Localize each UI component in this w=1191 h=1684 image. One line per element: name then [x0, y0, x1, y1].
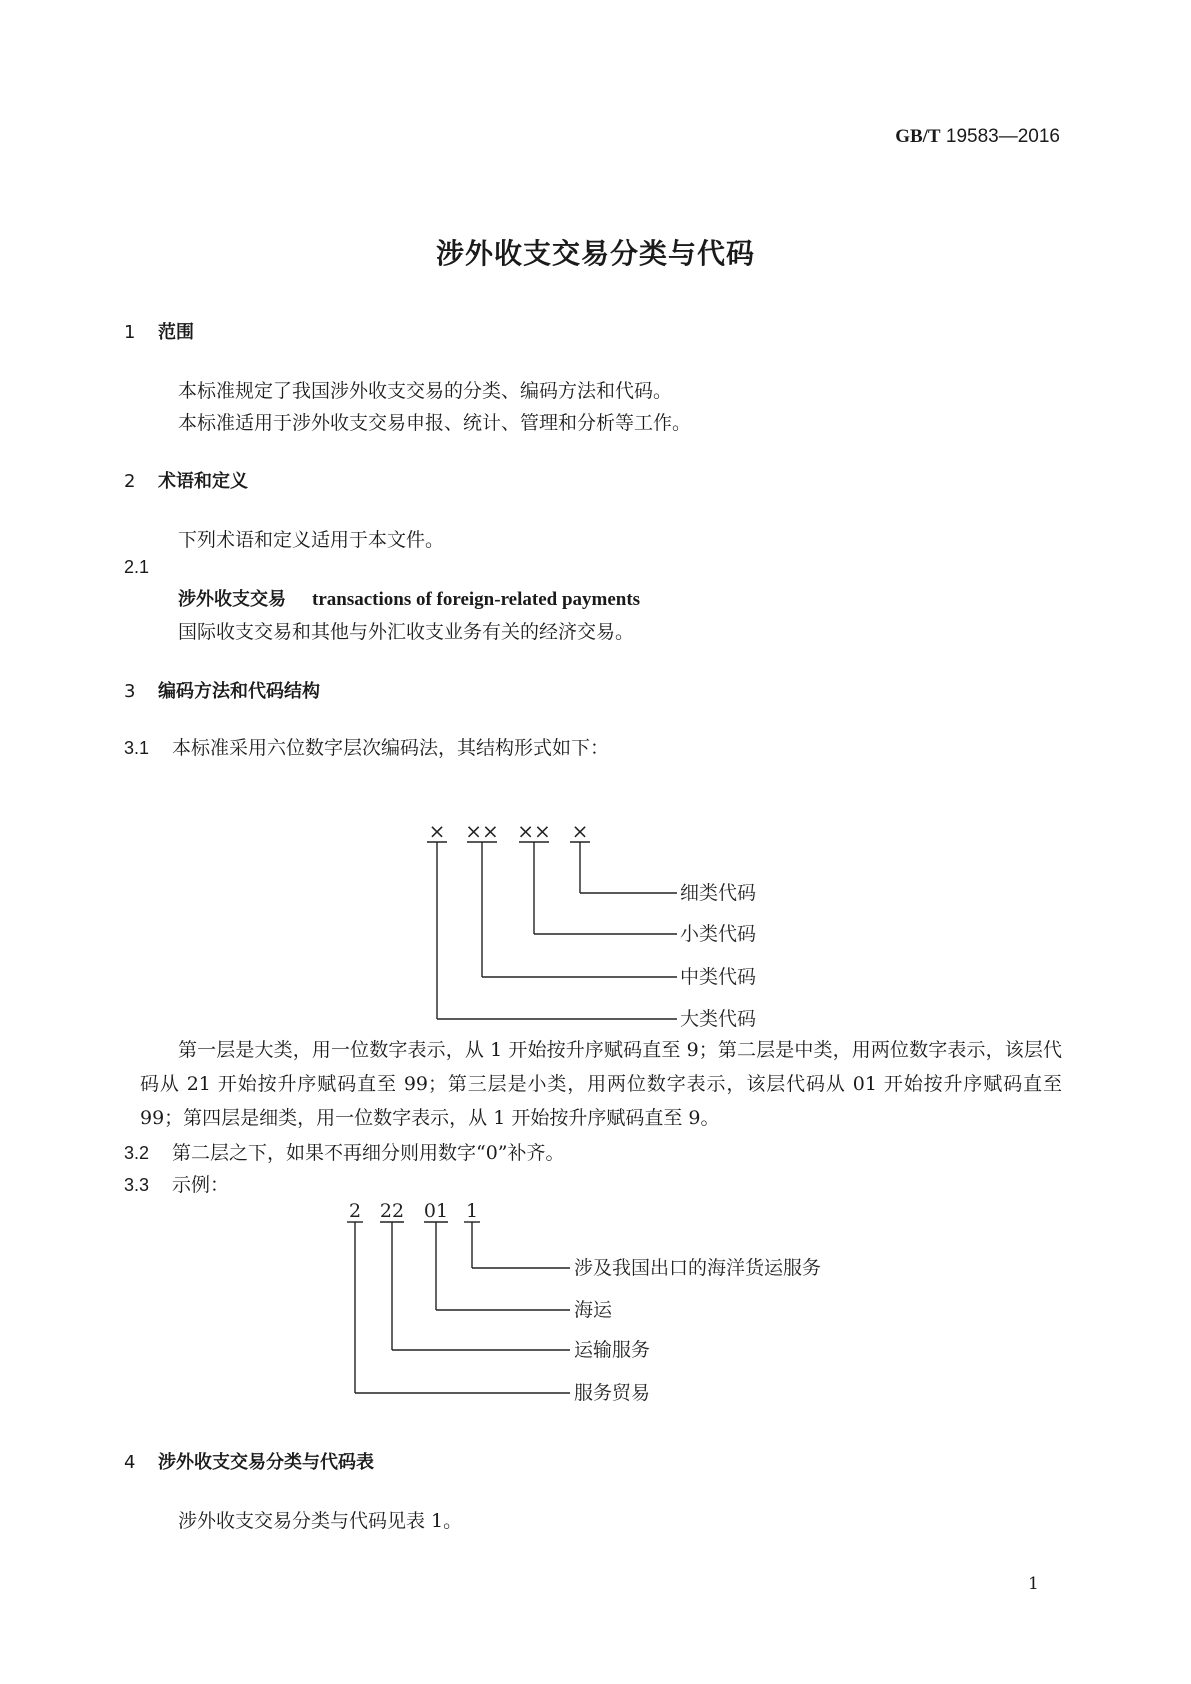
section-3-2-number: 3.2	[124, 1143, 150, 1163]
structure-label-middle: 中类代码	[680, 966, 757, 988]
section-3-1-text: 本标准采用六位数字层次编码法，其结构形式如下：	[172, 737, 610, 759]
section-3-3-text: 示例：	[172, 1174, 230, 1196]
example-label-detail: 涉及我国出口的海洋货运服务	[574, 1257, 822, 1279]
structure-code-2: ××	[465, 819, 499, 843]
term-definition: 国际收支交易和其他与外汇收支业务有关的经济交易。	[178, 621, 635, 643]
section-1-para-2: 本标准适用于涉外收支交易申报、统计、管理和分析等工作。	[178, 412, 692, 434]
section-3-number: 3	[124, 681, 136, 702]
section-4-title: 涉外收支交易分类与代码表	[158, 1452, 374, 1473]
document-title: 涉外收支交易分类与代码	[435, 237, 755, 270]
term-english: transactions of foreign-related payments	[312, 589, 641, 610]
section-2-title: 术语和定义	[158, 471, 248, 492]
section-2-number: 2	[124, 471, 136, 492]
section-3-3-number: 3.3	[124, 1175, 150, 1195]
standard-code: 19583—2016	[945, 126, 1060, 147]
section-4-para: 涉外收支交易分类与代码见表 1。	[178, 1510, 463, 1532]
example-label-minor: 海运	[574, 1299, 613, 1321]
example-label-major: 服务贸易	[574, 1382, 651, 1404]
example-code-4: 1	[465, 1200, 479, 1222]
section-3-3	[124, 1170, 229, 1197]
structure-code-3: ××	[517, 819, 551, 843]
structure-code-1: ×	[428, 819, 446, 843]
section-2-1-number: 2.1	[124, 557, 150, 577]
section-3-2-text: 第二层之下，如果不再细分则用数字“0”补齐。	[172, 1142, 565, 1164]
section-1-number: 1	[124, 322, 136, 343]
section-3-2	[124, 1138, 565, 1165]
section-4-number: 4	[124, 1452, 136, 1473]
page-number: 1	[1028, 1574, 1039, 1594]
standard-prefix: GB/T	[895, 126, 941, 147]
structure-code-4: ×	[571, 819, 589, 843]
example-label-middle: 运输服务	[574, 1339, 651, 1361]
section-2-intro: 下列术语和定义适用于本文件。	[178, 529, 445, 551]
section-3-title: 编码方法和代码结构	[158, 681, 320, 702]
section-4-heading	[124, 1448, 374, 1474]
section-3-1-number: 3.1	[124, 738, 150, 758]
example-code-1: 2	[348, 1200, 362, 1222]
section-1-title: 范围	[158, 322, 194, 343]
example-code-3: 01	[423, 1200, 449, 1222]
structure-label-major: 大类代码	[680, 1008, 757, 1030]
coding-explanation: 第一层是大类，用一位数字表示，从 1 开始按升序赋码直至 9；第二层是中类，用两位数字表示，该层代码从 21 开始按升序赋码直至 99；第三层是小类，用两位数字表示，该层代码从 01 开始按升序赋码直至 99；第四层是细类，用一位数字表示，从 1 开始按升序赋码直至 9。	[140, 1039, 1062, 1129]
example-code-2: 22	[379, 1200, 405, 1222]
structure-label-minor: 小类代码	[680, 923, 757, 945]
structure-label-detail: 细类代码	[680, 882, 757, 904]
term-chinese: 涉外收支交易	[178, 589, 286, 610]
section-1-para-1: 本标准规定了我国涉外收支交易的分类、编码方法和代码。	[178, 380, 673, 402]
